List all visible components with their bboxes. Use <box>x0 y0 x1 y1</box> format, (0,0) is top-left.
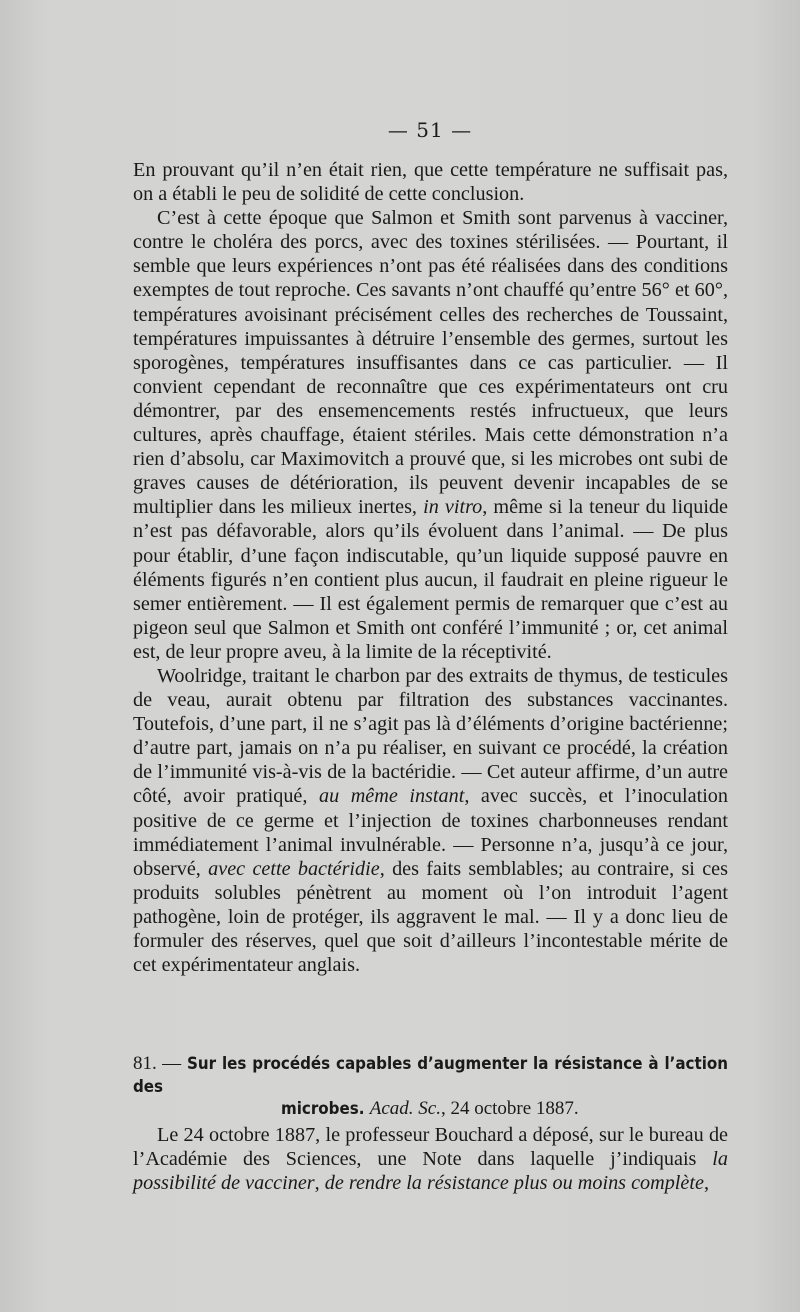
page-number: — 51 — <box>387 118 473 142</box>
paragraph-text: C’est à cette époque que Salmon et Smith sont parvenus à vacciner, contre le choléra des porcs, avec des toxines stérilisées. — Pourtant, il semble que leurs expériences n’ont pas été réalisées dans des conditions exemptes de tout reproche. Ces savants n’ont chauffé qu’entre 56° et 60°, températures avoisinant précisément celles des recherches de Toussaint, températures impuissantes à détruire l’ensemble des germes, surtout les sporogènes, températures insuffisantes dans ce cas particulier. — Il convient cependant de reconnaître que ces expérimentateurs ont cru démontrer, par des ensemencements restés infructueux, que leurs cultures, après chauffage, étaient stériles. Mais cette démonstration n’a rien d’absolu, car Maximovitch a prouvé que, si les microbes ont subi de graves causes de détérioration, ils peuvent devenir incapables de se multiplier dans les milieux inertes, <box>133 207 728 519</box>
section-title-line1: Sur les procédés capables d’augmenter la résistance à l’action des <box>133 1053 728 1096</box>
body-text <box>133 158 728 977</box>
paragraph-text: , même si la teneur du liquide n’est pas défavorable, alors qu’ils évoluent dans l’animal. — De plus pour établir, d’une façon indiscutable, qu’un liquide supposé pauvre en éléments figurés n’en contient plus aucun, il faudrait en pleine rigueur le semer entièrement. — Il est également permis de remarquer que c’est au pigeon seul que Salmon et Smith ont conféré l’immunité ; or, cet animal est, de leur propre aveu, à la limite de la réceptivité. <box>133 496 728 663</box>
italic-term: au même instant <box>318 785 465 808</box>
italic-term: la possibilité de vacciner <box>133 1148 728 1195</box>
italic-term: de rendre la résistance plus ou moins complète <box>324 1172 704 1195</box>
paragraph-2 <box>133 206 728 664</box>
reference-date: , 24 octobre 1887. <box>440 1098 579 1119</box>
section-number: 81. — <box>133 1053 182 1074</box>
section-heading <box>133 1052 728 1120</box>
closing-paragraph <box>133 1123 728 1195</box>
paragraph-text: , des faits semblables; au contraire, si ces produits solubles pénètrent au moment où l’on introduit l’agent pathogène, loin de protéger, ils aggravent le mal. — Il y a donc lieu de formuler des réserves, quel que soit d’ailleurs l’incontestable mérite de cet expérimentateur anglais. <box>133 857 728 977</box>
paragraph-text: , <box>703 1172 709 1195</box>
paragraph-1 <box>133 158 728 206</box>
italic-term: avec cette bactéridie <box>208 857 380 880</box>
section-title-line2: microbes. <box>281 1098 365 1118</box>
reference-journal: Acad. Sc. <box>369 1098 441 1119</box>
paragraph-text: , <box>314 1172 325 1195</box>
paragraph-text: , avec succès, et l’inoculation positive de ce germe et l’injection de toxines charbonneuses rendant immédiatement l’animal invulnérable. — Personne n’a, jusqu’à ce jour, observé, <box>133 785 728 880</box>
italic-term: in vitro <box>423 496 483 519</box>
paragraph-text: Le 24 octobre 1887, le professeur Bouchard a déposé, sur le bureau de l’Académie des Sciences, une Note dans laquelle j’indiquais <box>133 1124 728 1171</box>
paragraph-3 <box>133 664 728 977</box>
paragraph-text: Woolridge, traitant le charbon par des extraits de thymus, de testicules de veau, aurait obtenu par filtration des substances vaccinantes. Toutefois, d’une part, il ne s’agit pas là d’éléments d’origine bactérienne; d’autre part, jamais on n’a pu réaliser, en suivant ce procédé, la création de l’immunité vis-à-vis de la bactéridie. — Cet auteur affirme, d’un autre côté, avoir pratiqué, <box>133 664 728 808</box>
section-reference <box>370 1098 579 1119</box>
paragraph-text: En prouvant qu’il n’en était rien, que cette température ne suffisait pas, on a établi le peu de solidité de cette conclusion. <box>133 159 728 206</box>
